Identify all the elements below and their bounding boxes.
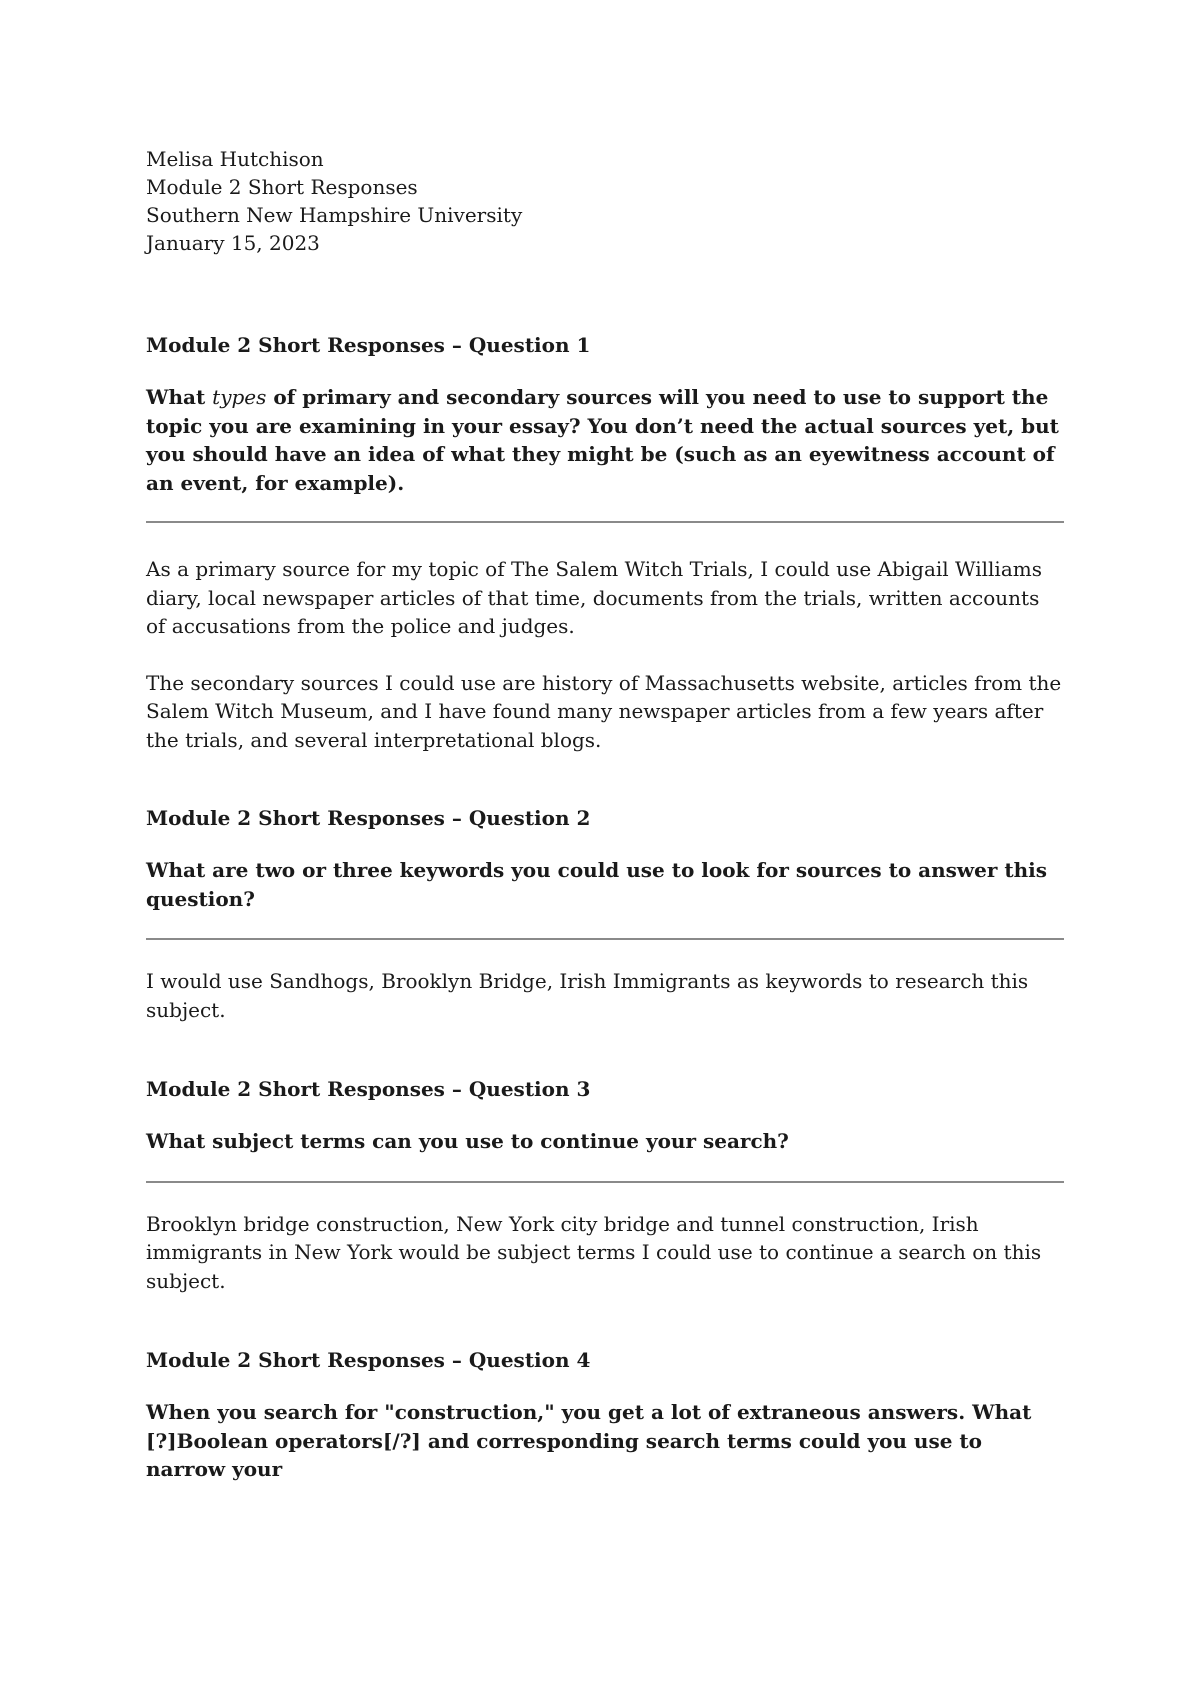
question-emphasis: types [212, 385, 267, 409]
document-page [146, 145, 1064, 1484]
question-text-part: What [146, 385, 213, 409]
section-title: Module 2 Short Responses – Question 3 [146, 1077, 591, 1101]
answer-divider [146, 521, 1064, 523]
section-title: Module 2 Short Responses – Question 1 [146, 333, 591, 357]
answer-paragraph: As a primary source for my topic of The Salem Witch Trials, I could use Abigail Williams diary, local newspaper articles of that time, documents from the trials, written accounts of accusations from the police and judges. [146, 557, 1042, 638]
answer-paragraph: I would use Sandhogs, Brooklyn Bridge, Irish Immigrants as keywords to research this subject. [146, 969, 1029, 1022]
question-text [146, 383, 1064, 497]
section-question-2 [146, 804, 1064, 1024]
section-title: Module 2 Short Responses – Question 2 [146, 806, 591, 830]
question-text-part: of primary and secondary sources will you need to use to support the topic you are examining in your essay? You don’t need the actual sources yet, but you should have an idea of what they might be (such as an eyewitness account of an event, for example). [146, 385, 1059, 495]
institution-name: Southern New Hampshire University [146, 203, 523, 227]
answer-paragraph: The secondary sources I could use are history of Massachusetts website, articles from the Salem Witch Museum, and I have found many newspaper articles from a few years after the trials, and several interpretational blogs. [146, 670, 1062, 752]
question-text: What subject terms can you use to continue your search? [146, 1129, 789, 1153]
section-question-4 [146, 1346, 1064, 1484]
answer-paragraph: Brooklyn bridge construction, New York city bridge and tunnel construction, Irish immigrants in New York would be subject terms I could use to continue a search on this subject. [146, 1211, 1042, 1293]
section-question-1 [146, 331, 1064, 754]
question-text: When you search for "construction," you get a lot of extraneous answers. What [?]Boolean operators[/?] and corresponding search terms could you use to narrow your [146, 1400, 1032, 1481]
header-block [146, 145, 1064, 257]
answer-divider [146, 1181, 1064, 1183]
question-text: What are two or three keywords you could use to look for sources to answer this question? [146, 858, 1047, 911]
section-question-3 [146, 1075, 1064, 1295]
author-name: Melisa Hutchison [146, 147, 324, 171]
document-title: Module 2 Short Responses [146, 175, 418, 199]
document-date: January 15, 2023 [146, 231, 320, 255]
section-title: Module 2 Short Responses – Question 4 [146, 1348, 591, 1372]
answer-divider [146, 938, 1064, 940]
